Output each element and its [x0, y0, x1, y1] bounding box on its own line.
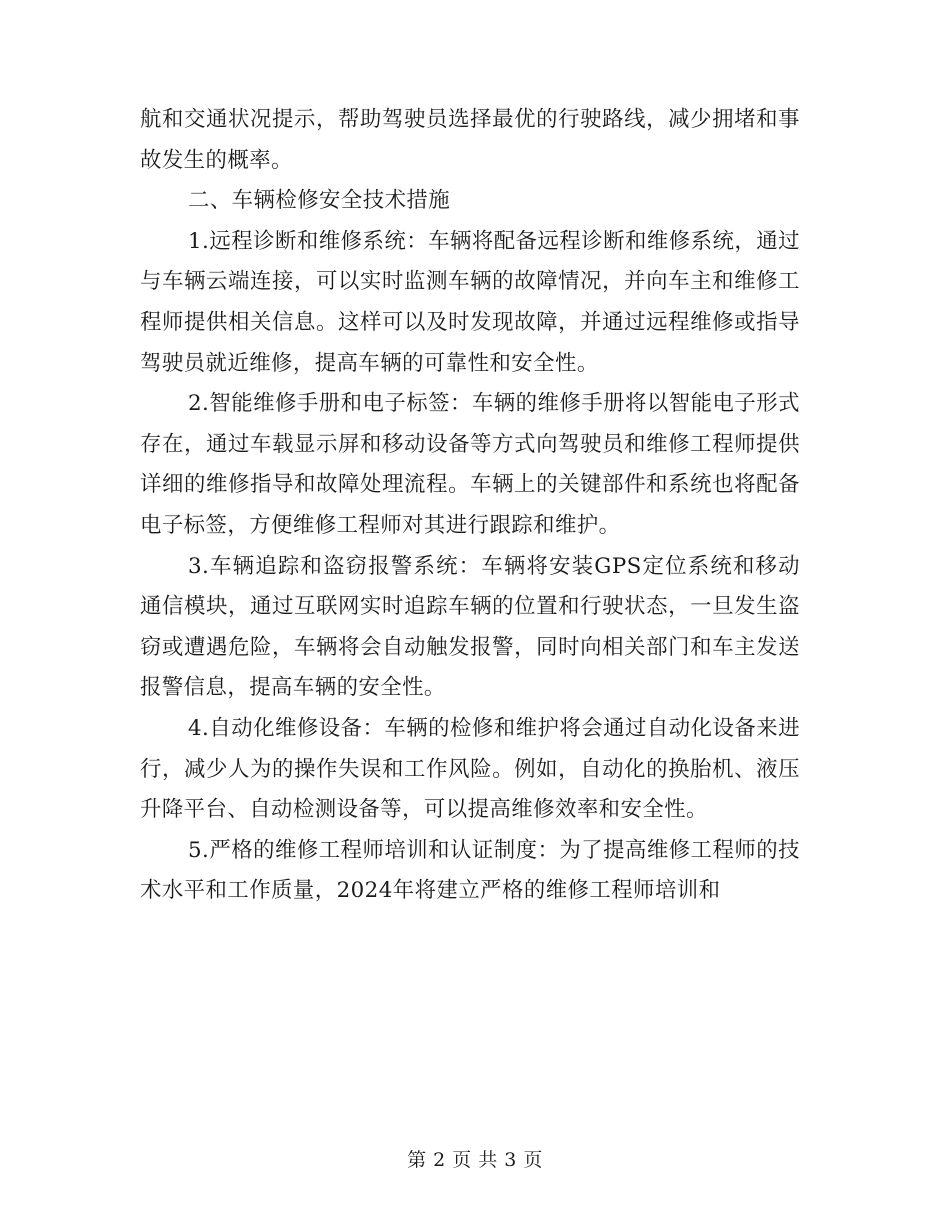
page-footer: 第 2 页 共 3 页	[407, 1149, 543, 1171]
paragraph-item-2: 2.智能维修手册和电子标签：车辆的维修手册将以智能电子形式存在，通过车载显示屏和移动设备等方式向驾驶员和维修工程师提供详细的维修指导和故障处理流程。车辆上的关键部件和系统也将配备电子标签，方便维修工程师对其进行跟踪和维护。	[140, 391, 800, 538]
paragraph-item-3: 3.车辆追踪和盗窃报警系统：车辆将安装GPS定位系统和移动通信模块，通过互联网实时追踪车辆的位置和行驶状态，一旦发生盗窃或遭遇危险，车辆将会自动触发报警，同时向相关部门和车主发送报警信息，提高车辆的安全性。	[140, 553, 800, 701]
document-body	[140, 100, 800, 912]
paragraph-item-4: 4.自动化维修设备：车辆的检修和维护将会通过自动化设备来进行，减少人为的操作失误和工作风险。例如，自动化的换胎机、液压升降平台、自动检测设备等，可以提高维修效率和安全性。	[140, 715, 800, 823]
paragraph-item-5: 5.严格的维修工程师培训和认证制度：为了提高维修工程师的技术水平和工作质量，2024年将建立严格的维修工程师培训和	[140, 837, 800, 904]
paragraph-item-1: 1.远程诊断和维修系统：车辆将配备远程诊断和维修系统，通过与车辆云端连接，可以实时监测车辆的故障情况，并向车主和维修工程师提供相关信息。这样可以及时发现故障，并通过远程维修或指导驾驶员就近维修，提高车辆的可靠性和安全性。	[140, 228, 800, 376]
section-heading: 二、车辆检修安全技术措施	[188, 188, 451, 214]
paragraph-continuation: 航和交通状况提示，帮助驾驶员选择最优的行驶路线，减少拥堵和事故发生的概率。	[140, 107, 800, 173]
